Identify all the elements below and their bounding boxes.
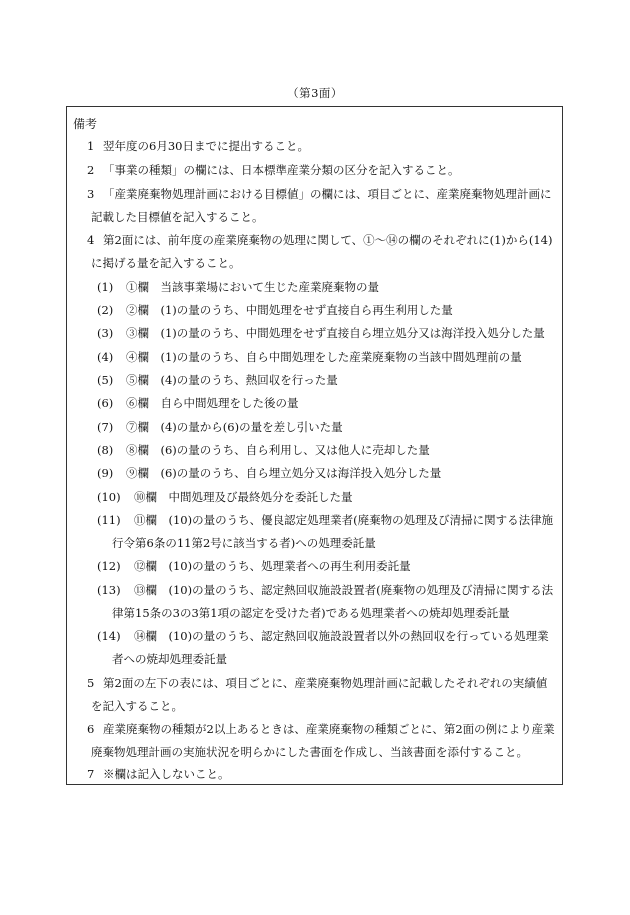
item-5-number: (5) xyxy=(97,373,114,387)
item-3-number: (3) xyxy=(97,326,114,340)
note-4-text-line-2: に掲げる量を記入すること。 xyxy=(91,256,241,270)
item-10-text: ⑩欄 中間処理及び最終処分を委託した量 xyxy=(134,490,353,504)
note-5-text-line-1: 第2面の左下の表には、項目ごとに、産業廃棄物処理計画に記載したそれぞれの実績値 xyxy=(103,676,548,690)
item-12-text: ⑫欄 (10)の量のうち、処理業者への再生利用委託量 xyxy=(134,559,411,573)
item-9-number: (9) xyxy=(97,466,114,480)
item-4-text: ④欄 (1)の量のうち、自ら中間処理をした産業廃棄物の当該中間処理前の量 xyxy=(126,350,522,364)
item-14-number: (14) xyxy=(97,629,121,643)
note-2-text: 「事業の種類」の欄には、日本標準産業分類の区分を記入すること。 xyxy=(103,163,460,177)
item-1-number: (1) xyxy=(97,280,114,294)
item-10-number: (10) xyxy=(97,490,121,504)
item-14-text-line-1: ⑭欄 (10)の量のうち、認定熱回収施設設置者以外の熱回収を行っている処理業 xyxy=(134,629,549,643)
note-2-number: 2 xyxy=(87,163,95,177)
note-6-number: 6 xyxy=(87,722,95,736)
item-13-number: (13) xyxy=(97,583,121,597)
note-5-text-line-2: を記入すること。 xyxy=(91,699,183,713)
note-4-text-line-1: 第2面には、前年度の産業廃棄物の処理に関して、①～⑭の欄のそれぞれに(1)から(14) xyxy=(103,233,553,247)
item-2-number: (2) xyxy=(97,303,114,317)
note-3-text-line-2: 記載した目標値を記入すること。 xyxy=(91,210,264,224)
item-2-text: ②欄 (1)の量のうち、中間処理をせず直接自ら再生利用した量 xyxy=(126,303,453,317)
item-13-text-line-2: 律第15条の3の3第1項の認定を受けた者)である処理業者への焼却処理委託量 xyxy=(112,606,510,620)
item-7-text: ⑦欄 (4)の量から(6)の量を差し引いた量 xyxy=(126,420,343,434)
note-3-text-line-1: 「産業廃棄物処理計画における目標値」の欄には、項目ごとに、産業廃棄物処理計画に xyxy=(103,187,552,201)
note-4-number: 4 xyxy=(87,233,95,247)
item-7-number: (7) xyxy=(97,420,114,434)
note-1-number: 1 xyxy=(87,139,95,153)
note-7-text: ※欄は記入しないこと。 xyxy=(103,767,230,781)
item-1-text: ①欄 当該事業場において生じた産業廃棄物の量 xyxy=(126,280,379,294)
item-11-text-line-1: ⑪欄 (10)の量のうち、優良認定処理業者(廃棄物の処理及び清掃に関する法律施 xyxy=(134,513,554,527)
note-7-number: 7 xyxy=(87,767,95,781)
item-6-number: (6) xyxy=(97,396,114,410)
item-9-text: ⑨欄 (6)の量のうち、自ら埋立処分又は海洋投入処分した量 xyxy=(126,466,442,480)
item-11-number: (11) xyxy=(97,513,121,527)
note-6-text-line-1: 産業廃棄物の種類が2以上あるときは、産業廃棄物の種類ごとに、第2面の例により産業 xyxy=(103,722,555,736)
note-1-text: 翌年度の6月30日までに提出すること。 xyxy=(103,139,309,153)
item-12-number: (12) xyxy=(97,559,121,573)
notes-heading: 備考 xyxy=(73,117,98,131)
item-5-text: ⑤欄 (4)の量のうち、熱回収を行った量 xyxy=(126,373,338,387)
item-3-text: ③欄 (1)の量のうち、中間処理をせず直接自ら埋立処分又は海洋投入処分した量 xyxy=(126,326,545,340)
item-11-text-line-2: 行令第6条の11第2号に該当する者)への処理委託量 xyxy=(112,536,376,550)
note-3-number: 3 xyxy=(87,187,95,201)
item-8-text: ⑧欄 (6)の量のうち、自ら利用し、又は他人に売却した量 xyxy=(126,443,430,457)
item-6-text: ⑥欄 自ら中間処理をした後の量 xyxy=(126,396,299,410)
item-14-text-line-2: 者への焼却処理委託量 xyxy=(112,652,227,666)
note-5-number: 5 xyxy=(87,676,95,690)
item-13-text-line-1: ⑬欄 (10)の量のうち、認定熱回収施設設置者(廃棄物の処理及び清掃に関する法 xyxy=(134,583,554,597)
item-4-number: (4) xyxy=(97,350,114,364)
item-8-number: (8) xyxy=(97,443,114,457)
page-label: （第3面） xyxy=(287,86,343,100)
note-6-text-line-2: 廃棄物処理計画の実施状況を明らかにした書面を作成し、当該書面を添付すること。 xyxy=(91,745,528,759)
